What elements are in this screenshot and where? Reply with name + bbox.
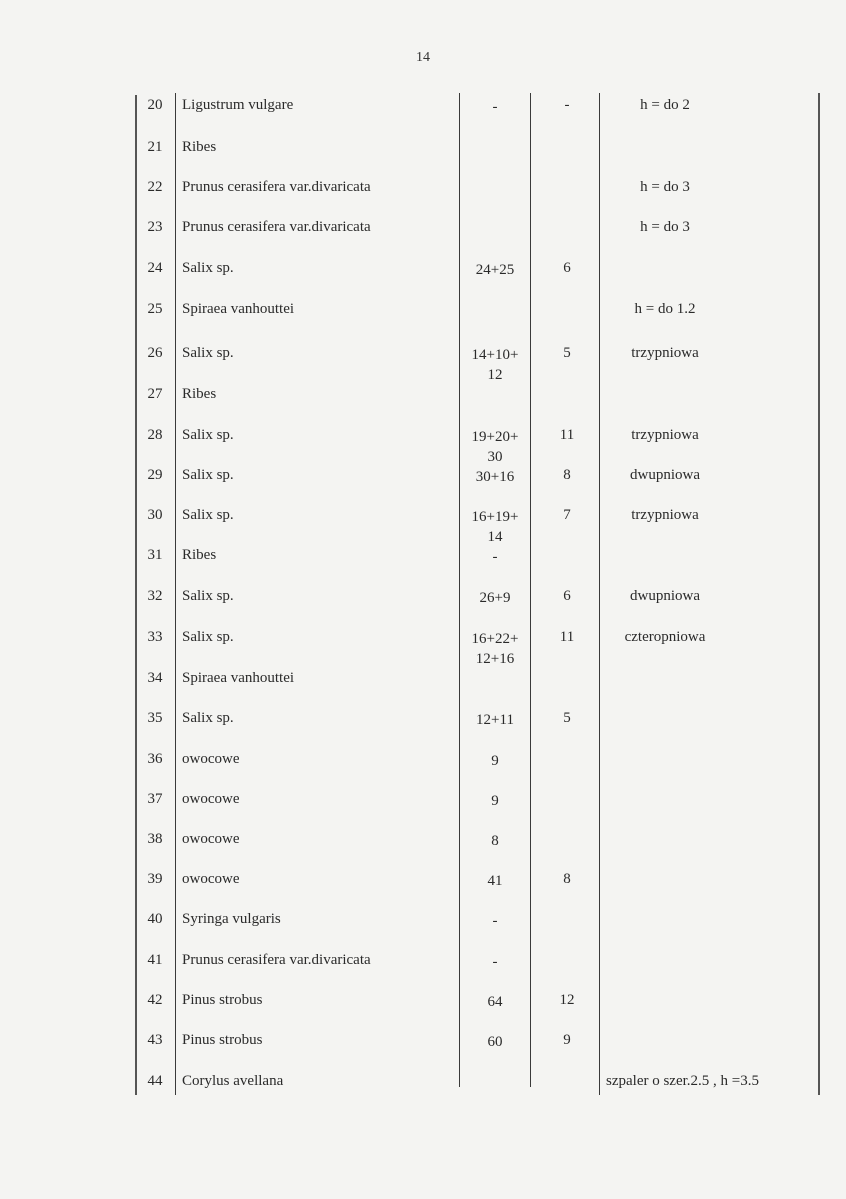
row-number: 36 xyxy=(147,751,163,767)
row-number: 27 xyxy=(147,386,163,402)
table-row xyxy=(0,871,846,891)
trunk-diameter: - xyxy=(492,549,498,565)
species-name: Prunus cerasifera var.divaricata xyxy=(182,179,371,195)
table-row xyxy=(0,670,846,690)
remarks: trzypniowa xyxy=(631,507,699,523)
table-row xyxy=(0,345,846,383)
crown-width: 6 xyxy=(563,260,571,276)
species-name: owocowe xyxy=(182,831,240,847)
trunk-diameter: 41 xyxy=(487,873,503,889)
table-row xyxy=(0,507,846,545)
crown-width: 8 xyxy=(563,467,571,483)
trunk-diameter: 9 xyxy=(491,793,499,809)
row-number: 44 xyxy=(147,1073,163,1089)
row-number: 28 xyxy=(147,427,163,443)
species-name: Pinus strobus xyxy=(182,992,263,1008)
species-name: Salix sp. xyxy=(182,588,234,604)
row-number: 34 xyxy=(147,670,163,686)
species-name: Salix sp. xyxy=(182,710,234,726)
remarks: trzypniowa xyxy=(631,427,699,443)
remarks: h = do 3 xyxy=(640,179,690,195)
species-name: Salix sp. xyxy=(182,467,234,483)
row-number: 30 xyxy=(147,507,163,523)
species-name: Ribes xyxy=(182,386,217,402)
row-number: 21 xyxy=(147,139,163,155)
table-row xyxy=(0,467,846,487)
species-name: Salix sp. xyxy=(182,629,234,645)
trunk-diameter: 14+10+ xyxy=(471,347,519,363)
table-row xyxy=(0,1073,846,1093)
row-number: 38 xyxy=(147,831,163,847)
row-number: 39 xyxy=(147,871,163,887)
species-name: owocowe xyxy=(182,791,240,807)
crown-width: 11 xyxy=(559,427,575,443)
row-number: 32 xyxy=(147,588,163,604)
table-row xyxy=(0,831,846,851)
trunk-diameter-cont: 30 xyxy=(487,449,503,465)
crown-width: 5 xyxy=(563,710,571,726)
table-row xyxy=(0,179,846,199)
trunk-diameter: 60 xyxy=(487,1034,503,1050)
row-number: 23 xyxy=(147,219,163,235)
table-row xyxy=(0,1032,846,1052)
table-row xyxy=(0,97,846,117)
row-number: 31 xyxy=(147,547,163,563)
remarks: dwupniowa xyxy=(630,588,700,604)
species-name: Syringa vulgaris xyxy=(182,911,281,927)
trunk-diameter: - xyxy=(492,954,498,970)
table-row xyxy=(0,219,846,239)
species-name: Salix sp. xyxy=(182,345,234,361)
row-number: 25 xyxy=(147,301,163,317)
trunk-diameter: - xyxy=(492,99,498,115)
species-name: Ribes xyxy=(182,547,217,563)
species-name: Ribes xyxy=(182,139,217,155)
trunk-diameter: 12+11 xyxy=(476,712,514,728)
table-row xyxy=(0,710,846,730)
species-name: Ligustrum vulgare xyxy=(182,97,294,113)
table-row xyxy=(0,791,846,811)
species-name: owocowe xyxy=(182,751,240,767)
table-row xyxy=(0,952,846,972)
crown-width: 5 xyxy=(563,345,571,361)
species-name: Prunus cerasifera var.divaricata xyxy=(182,952,371,968)
table-row xyxy=(0,301,846,321)
remarks: h = do 2 xyxy=(640,97,690,113)
trunk-diameter-cont: 12+16 xyxy=(475,651,515,667)
table-row xyxy=(0,386,846,406)
table-row xyxy=(0,427,846,465)
table-row xyxy=(0,992,846,1012)
crown-width: 7 xyxy=(563,507,571,523)
trunk-diameter: 24+25 xyxy=(475,262,515,278)
species-name: Pinus strobus xyxy=(182,1032,263,1048)
species-name: owocowe xyxy=(182,871,240,887)
species-name: Salix sp. xyxy=(182,260,234,276)
row-number: 24 xyxy=(147,260,163,276)
row-number: 29 xyxy=(147,467,163,483)
trunk-diameter: 9 xyxy=(491,753,499,769)
row-number: 20 xyxy=(147,97,163,113)
trunk-diameter: 16+22+ xyxy=(471,631,519,647)
page-number: 14 xyxy=(416,50,430,65)
crown-width: 9 xyxy=(563,1032,571,1048)
table-row xyxy=(0,260,846,280)
row-number: 26 xyxy=(147,345,163,361)
remarks: h = do 3 xyxy=(640,219,690,235)
remarks: trzypniowa xyxy=(631,345,699,361)
trunk-diameter: 19+20+ xyxy=(471,429,519,445)
species-name: Spiraea vanhouttei xyxy=(182,301,295,317)
row-number: 33 xyxy=(147,629,163,645)
trunk-diameter-cont: 14 xyxy=(487,529,503,545)
crown-width: 12 xyxy=(559,992,575,1008)
row-number: 41 xyxy=(147,952,163,968)
row-number: 37 xyxy=(147,791,163,807)
table-row xyxy=(0,547,846,567)
table-row xyxy=(0,911,846,931)
crown-width: 11 xyxy=(559,629,575,645)
table-row xyxy=(0,629,846,667)
species-name: Spiraea vanhouttei xyxy=(182,670,295,686)
trunk-diameter: 64 xyxy=(487,994,503,1010)
remarks: czteropniowa xyxy=(624,629,706,645)
crown-width: 8 xyxy=(563,871,571,887)
crown-width: - xyxy=(564,97,570,113)
trunk-diameter: 16+19+ xyxy=(471,509,519,525)
remarks: dwupniowa xyxy=(630,467,700,483)
species-name: Salix sp. xyxy=(182,507,234,523)
trunk-diameter: 26+9 xyxy=(479,590,511,606)
row-number: 42 xyxy=(147,992,163,1008)
row-number: 40 xyxy=(147,911,163,927)
trunk-diameter: 8 xyxy=(491,833,499,849)
species-name: Corylus avellana xyxy=(182,1073,284,1089)
row-number: 43 xyxy=(147,1032,163,1048)
table-row xyxy=(0,751,846,771)
row-number: 35 xyxy=(147,710,163,726)
remarks: szpaler o szer.2.5 , h =3.5 xyxy=(606,1073,760,1089)
row-number: 22 xyxy=(147,179,163,195)
species-name: Prunus cerasifera var.divaricata xyxy=(182,219,371,235)
trunk-diameter: 30+16 xyxy=(475,469,515,485)
trunk-diameter: - xyxy=(492,913,498,929)
remarks: h = do 1.2 xyxy=(634,301,696,317)
crown-width: 6 xyxy=(563,588,571,604)
species-name: Salix sp. xyxy=(182,427,234,443)
trunk-diameter-cont: 12 xyxy=(487,367,503,383)
table-row xyxy=(0,588,846,608)
table-row xyxy=(0,139,846,159)
